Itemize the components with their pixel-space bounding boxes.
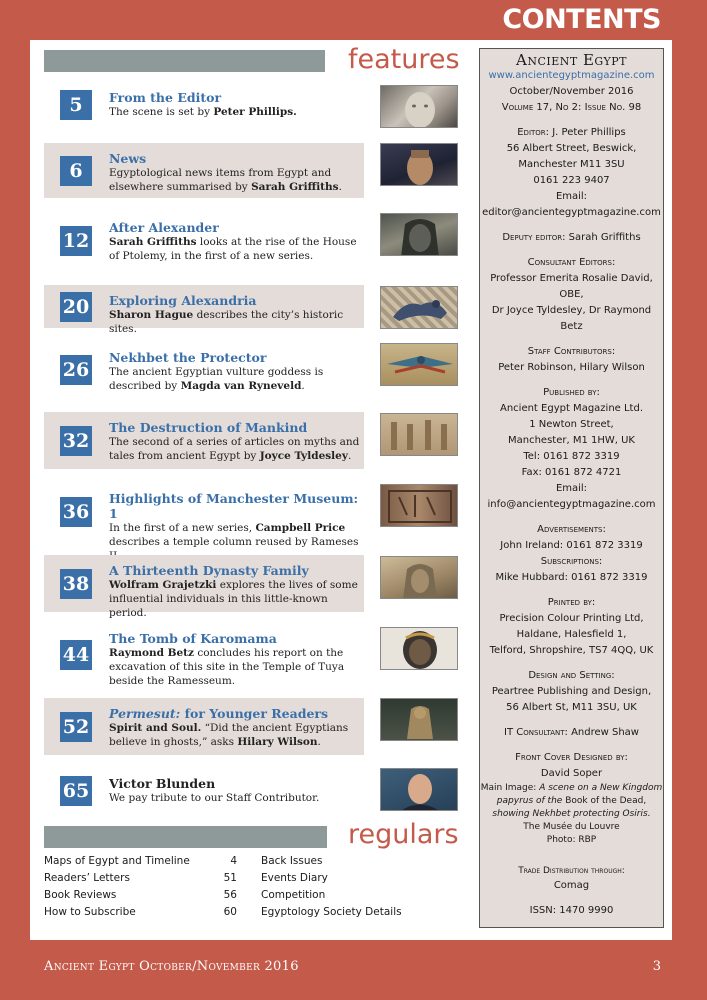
design-label: Design and Setting:	[528, 670, 615, 681]
printer-line: Haldane, Halesfield 1,	[516, 629, 627, 640]
feature-page-number: 38	[60, 569, 92, 599]
feature-page-number: 32	[60, 426, 92, 456]
feature-text	[109, 90, 362, 119]
publisher-line: Ancient Egypt Magazine Ltd.	[499, 403, 644, 414]
regular-item-page: 51	[223, 872, 237, 884]
feature-text	[109, 220, 362, 263]
volume-info: Volume 17, No 2: Issue No. 98	[501, 102, 642, 113]
issue-date: October/November 2016	[509, 86, 634, 97]
front-cover-designer: David Soper	[540, 768, 603, 779]
feature-author: Raymond Betz	[109, 647, 194, 659]
deputy-editor-name: Sarah Griffiths	[568, 232, 641, 243]
regular-item-label: Maps of Egypt and Timeline	[44, 855, 190, 867]
subscriptions-contact: Mike Hubbard: 0161 872 3319	[495, 572, 648, 583]
feature-description: Raymond Betz concludes his report on the excavation of this site in the Temple of Tuya beside the Ramesseum.	[109, 647, 345, 687]
regular-item[interactable]	[44, 887, 237, 904]
thirteenth-dynasty-thumbnail-image	[380, 556, 458, 599]
feature-entry[interactable]	[44, 555, 364, 619]
staff-contributors-label: Staff Contributors:	[527, 346, 616, 357]
regular-item[interactable]	[261, 904, 498, 921]
victor-blunden-thumbnail-image	[380, 768, 458, 811]
news-thumbnail-image	[380, 143, 458, 186]
feature-title[interactable]: Permesut: for Younger Readers	[109, 706, 329, 721]
features-heading: features	[348, 44, 460, 75]
main-image-caption: A scene on a New Kingdom	[539, 783, 663, 793]
consultant-editors-label: Consultant Editors:	[527, 257, 616, 268]
regular-item-label: Egyptology Society Details	[261, 906, 402, 918]
publisher-email[interactable]: Email: info@ancientegyptmagazine.com	[487, 483, 656, 510]
nekhbet-thumbnail-image	[380, 343, 458, 386]
feature-author: Sharon Hague	[109, 309, 194, 321]
regulars-section-bar	[44, 826, 327, 848]
feature-author: Magda van Ryneveld	[180, 380, 302, 392]
published-by-label: Published by:	[543, 387, 600, 398]
printer-line: Telford, Shropshire, TS7 4QQ, UK	[489, 645, 654, 656]
feature-description: Sarah Griffiths looks at the rise of the House of Ptolemy, in the first of a new series.	[109, 236, 357, 262]
feature-author: Hilary Wilson	[237, 736, 318, 748]
feature-text	[109, 491, 362, 563]
main-image-book-title: Book of the Dead,	[565, 796, 647, 806]
feature-title[interactable]: The Destruction of Mankind	[109, 420, 308, 435]
manchester-museum-thumbnail-image	[380, 484, 458, 527]
feature-text	[109, 151, 362, 194]
it-consultant-name: Andrew Shaw	[571, 727, 639, 738]
feature-title-italic: Permesut:	[109, 706, 181, 721]
feature-page-number: 12	[60, 226, 92, 256]
feature-description: In the first of a new series, Campbell Price describes a temple column reused by Rameses	[109, 522, 359, 548]
feature-page-number: 65	[60, 776, 92, 806]
footer-page-number: 3	[652, 959, 661, 974]
regulars-left-column	[44, 853, 237, 921]
editor-address-line: Manchester M11 3SU	[518, 159, 625, 170]
feature-description: We pay tribute to our Staff Contributor.	[109, 792, 320, 804]
feature-title[interactable]: Highlights of Manchester Museum: 1	[109, 491, 359, 521]
feature-text	[109, 420, 362, 463]
feature-title[interactable]: Nekhbet the Protector	[109, 350, 267, 365]
feature-description: The scene is set by Peter Phillips.	[109, 106, 297, 118]
editor-label: Editor:	[517, 127, 550, 138]
website-link[interactable]: www.ancientegyptmagazine.com	[488, 70, 655, 81]
regulars-heading: regulars	[348, 819, 459, 850]
regular-item[interactable]	[261, 887, 498, 904]
regulars-right-column	[261, 853, 498, 921]
feature-description: Egyptological news items from Egypt and elsewhere summarised by Sarah Griffiths.	[109, 167, 342, 193]
editor-email[interactable]: Email: editor@ancientegyptmagazine.com	[482, 191, 661, 218]
editor-thumbnail-image	[380, 85, 458, 128]
feature-page-number: 5	[60, 90, 92, 120]
regular-item-page: 60	[223, 906, 237, 918]
feature-title[interactable]: Exploring Alexandria	[109, 293, 257, 308]
it-consultant-label: IT Consultant:	[504, 727, 568, 738]
feature-author: Sarah Griffiths	[109, 236, 197, 248]
feature-author: Spirit and Soul.	[109, 722, 202, 734]
editor-address-line: 56 Albert Street, Beswick,	[506, 143, 637, 154]
feature-text	[109, 293, 362, 336]
permesut-thumbnail-image	[380, 698, 458, 741]
feature-entry[interactable]	[44, 342, 364, 397]
feature-entry[interactable]	[44, 768, 364, 813]
feature-author: Joyce Tyldesley	[259, 450, 348, 462]
features-section-bar	[44, 50, 325, 72]
feature-entry[interactable]	[44, 82, 364, 128]
feature-text	[109, 706, 362, 749]
main-image-label: Main Image:	[480, 783, 537, 793]
page-title: CONTENTS	[502, 4, 661, 35]
regular-item-label: Back Issues	[261, 855, 323, 867]
trade-distribution-label: Trade Distribution through:	[518, 866, 625, 876]
feature-description: Spirit and Soul. “Did the ancient Egyptians believe in ghosts,” asks Hilary Wilson.	[109, 722, 349, 748]
publisher-line: Manchester, M1 1HW, UK	[507, 435, 635, 446]
magazine-name: Ancient Egypt	[515, 51, 628, 69]
feature-page-number: 26	[60, 355, 92, 385]
trade-distribution-name: Comag	[553, 880, 590, 891]
feature-page-number: 52	[60, 712, 92, 742]
main-image-photo-credit: Photo: RBP	[546, 835, 597, 845]
feature-page-number: 20	[60, 292, 92, 322]
feature-description: Wolfram Grajetzki explores the lives of some influential individuals in this little-known period.	[109, 579, 358, 619]
after-alexander-thumbnail-image	[380, 213, 458, 256]
issn-number: ISSN: 1470 9990	[529, 905, 614, 916]
main-image-museum: The Musée du Louvre	[523, 822, 620, 832]
staff-contributors-names: Peter Robinson, Hilary Wilson	[498, 362, 645, 373]
regular-item[interactable]	[261, 870, 498, 887]
regular-item[interactable]	[44, 870, 237, 887]
feature-title[interactable]: Victor Blunden	[109, 776, 216, 791]
feature-entry[interactable]	[44, 212, 364, 270]
regular-item-label: How to Subscribe	[44, 906, 136, 918]
feature-title[interactable]: From the Editor	[109, 90, 222, 105]
feature-entry[interactable]	[44, 285, 364, 335]
design-line: 56 Albert St, M11 3SU, UK	[506, 702, 637, 713]
feature-entry[interactable]	[44, 143, 364, 198]
publisher-line: 1 Newton Street,	[529, 419, 614, 430]
footer-magazine-issue: Ancient Egypt October/November 2016	[44, 959, 299, 974]
regular-item-page: 56	[223, 889, 237, 901]
feature-text	[109, 350, 362, 393]
front-cover-label: Front Cover Designed by:	[515, 752, 628, 763]
feature-title[interactable]: News	[109, 151, 147, 166]
feature-text	[109, 563, 362, 620]
feature-author: Peter Phillips.	[213, 106, 297, 118]
feature-author: Campbell Price	[255, 522, 346, 534]
feature-description: The second of a series of articles on myths and tales from ancient Egypt by Joyce Tyldesley.	[109, 436, 360, 462]
feature-description: The ancient Egyptian vulture goddess is described by Magda van Ryneveld.	[109, 366, 324, 392]
feature-entry[interactable]	[44, 698, 364, 755]
regular-item[interactable]	[44, 853, 237, 870]
feature-title[interactable]: A Thirteenth Dynasty Family	[109, 563, 309, 578]
subscriptions-label: Subscriptions:	[540, 556, 603, 567]
feature-text	[109, 631, 362, 688]
feature-entry[interactable]	[44, 412, 364, 469]
feature-description: Sharon Hague describes the city’s historic sites.	[109, 309, 344, 335]
regular-item[interactable]	[261, 853, 498, 870]
regular-item-label: Book Reviews	[44, 889, 117, 901]
feature-author: Wolfram Grajetzki	[109, 579, 217, 591]
regular-item-label: Events Diary	[261, 872, 328, 884]
consultant-editors-line: Dr Joyce Tyldesley, Dr Raymond Betz	[491, 305, 652, 332]
feature-author: Sarah Griffiths	[251, 181, 339, 193]
feature-entry[interactable]	[44, 623, 364, 686]
regular-item-page: 4	[230, 855, 237, 867]
regular-item[interactable]	[44, 904, 237, 921]
feature-entry[interactable]	[44, 483, 364, 548]
destruction-thumbnail-image	[380, 413, 458, 456]
design-line: Peartree Publishing and Design,	[491, 686, 652, 697]
regular-item-label: Competition	[261, 889, 326, 901]
advertisements-label: Advertisements:	[537, 524, 606, 535]
regular-item-label: Readers’ Letters	[44, 872, 130, 884]
editor-phone: 0161 223 9407	[533, 175, 610, 186]
feature-text	[109, 776, 362, 805]
feature-title[interactable]: After Alexander	[109, 220, 219, 235]
publisher-fax: Fax: 0161 872 4721	[521, 467, 622, 478]
feature-title[interactable]: The Tomb of Karomama	[109, 631, 277, 646]
deputy-editor-label: Deputy editor:	[502, 232, 566, 243]
feature-page-number: 6	[60, 156, 92, 186]
publisher-tel: Tel: 0161 872 3319	[523, 451, 620, 462]
editor-name: J. Peter Phillips	[552, 127, 626, 138]
feature-page-number: 36	[60, 497, 92, 527]
masthead-panel	[479, 48, 664, 928]
consultant-editors-line: Professor Emerita Rosalie David, OBE,	[490, 273, 653, 300]
alexandria-thumbnail-image	[380, 286, 458, 329]
feature-page-number: 44	[60, 640, 92, 670]
printed-by-label: Printed by:	[547, 597, 596, 608]
advertisements-contact: John Ireland: 0161 872 3319	[500, 540, 643, 551]
karomama-thumbnail-image	[380, 627, 458, 670]
main-image-caption: showing Nekhbet protecting Osiris.	[492, 809, 651, 819]
main-image-caption: papyrus of the	[496, 796, 563, 806]
printer-line: Precision Colour Printing Ltd,	[499, 613, 644, 624]
